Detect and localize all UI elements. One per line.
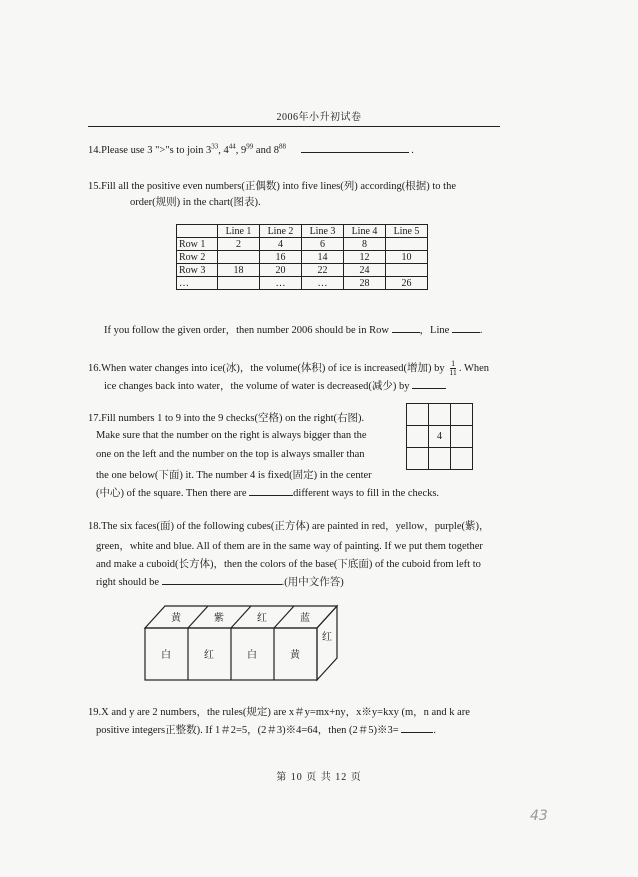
three-by-three-grid <box>406 403 473 470</box>
q16-answer-blank[interactable] <box>412 378 446 389</box>
q15-line-2: order(规则) in the chart(图表). <box>130 197 261 208</box>
q18-line-2: green，white and blue. All of them are in the same way of painting. If we put them together <box>96 541 483 552</box>
chart-cell: Line 3 <box>302 225 344 238</box>
q14-text-3: , 9 <box>235 145 247 156</box>
q16-text-b: . When <box>458 363 490 374</box>
q16-line-1 <box>88 360 489 377</box>
q14-exp-3: 99 <box>246 142 254 151</box>
cube-top-face-label: 红 <box>257 613 267 624</box>
q14-exp-2: 44 <box>228 142 236 151</box>
q18-line-4-tail: .(用中文作答) <box>281 577 344 588</box>
q15-follow-line <box>104 322 483 337</box>
page-number: 第 10 页 共 12 页 <box>276 772 362 783</box>
chart-row <box>177 251 428 264</box>
question-14: 14.Please use 3 ">"s to join $3^{33}$, $4^{44}$, $9^{99}$ and $8^{88}$ . <box>88 142 414 156</box>
chart-cell: … <box>302 277 344 290</box>
q14-exp-4: 88 <box>278 142 286 151</box>
q15-line-1: 15.Fill all the positive even numbers(正偶数) into five lines(列) according(根据) to the <box>88 181 457 192</box>
cube-top-face-label: 紫 <box>214 613 224 624</box>
q16-frac-num: 1 <box>451 359 456 369</box>
q19-period: . <box>433 725 436 736</box>
q19-line-2-text: positive integers正整数). If 1＃2=5，(2＃3)※4=64，then (2＃5)※3= <box>96 725 399 736</box>
q15-period: . <box>479 325 483 336</box>
chart-cell: 12 <box>344 251 386 264</box>
grid-cell[interactable] <box>451 426 473 448</box>
chart-row-label <box>177 225 218 238</box>
q15-row-blank[interactable] <box>392 322 420 333</box>
q18-answer-blank[interactable] <box>162 574 282 585</box>
chart-row <box>177 264 428 277</box>
q16-text-a: 16.When water changes into ice(冰)，the volume(体积) of ice is increased(增加) by <box>88 363 445 374</box>
cube-front-face-label: 白 <box>247 650 257 661</box>
grid-cell[interactable] <box>429 404 451 426</box>
chart-row-label: Row 1 <box>177 238 218 251</box>
chart-cell: 18 <box>218 264 260 277</box>
q15-line-text: ，Line <box>419 325 450 336</box>
cube-front-face-label: 红 <box>204 650 214 661</box>
chart-cell: Line 5 <box>386 225 428 238</box>
chart-cell: 16 <box>260 251 302 264</box>
chart-cell <box>386 238 428 251</box>
header-rule <box>88 126 500 127</box>
chart-header-row <box>177 225 428 238</box>
chart-cell: 28 <box>344 277 386 290</box>
q16-line-2 <box>104 378 446 393</box>
chart-cell: Line 2 <box>260 225 302 238</box>
chart-cell: 24 <box>344 264 386 277</box>
q17-line-2: Make sure that the number on the right is always bigger than the <box>96 430 367 441</box>
chart-cell: 26 <box>386 277 428 290</box>
q14-text: 14.Please use 3 ">"s to join 3 <box>88 145 212 156</box>
cube-top-face-label: 黄 <box>171 613 181 624</box>
q16-fraction <box>449 360 457 377</box>
chart-cell: … <box>260 277 302 290</box>
q16-frac-den: 11 <box>449 368 457 378</box>
grid-cell[interactable] <box>407 448 429 470</box>
chart-cell: Line 4 <box>344 225 386 238</box>
grid-cell[interactable]: 4 <box>429 426 451 448</box>
grid-cell[interactable] <box>451 448 473 470</box>
q15-follow-text: If you follow the given order，then number 2006 should be in Row <box>104 325 389 336</box>
q18-line-3: and make a cuboid(长方体)，then the colors of the base(下底面) of the cuboid from left to <box>96 559 481 570</box>
chart-row <box>177 277 428 290</box>
chart-cell: 6 <box>302 238 344 251</box>
chart-cell: 4 <box>260 238 302 251</box>
q17-line-3: one on the left and the number on the top is always smaller than <box>96 449 365 460</box>
chart-cell: 2 <box>218 238 260 251</box>
grid-cell[interactable] <box>429 448 451 470</box>
q18-line-1: 18.The six faces(面) of the following cubes(正方体) are painted in red，yellow，purple(紫)， <box>88 521 490 532</box>
chart-row-label: Row 3 <box>177 264 218 277</box>
cube-side-face-label: 红 <box>322 632 332 643</box>
cube-front-face-label: 黄 <box>290 650 300 661</box>
chart-cell: 20 <box>260 264 302 277</box>
chart-cell: Line 1 <box>218 225 260 238</box>
q19-answer-blank[interactable] <box>401 722 433 733</box>
grid-cell[interactable] <box>451 404 473 426</box>
chart-cell <box>218 251 260 264</box>
q15-line-blank[interactable] <box>452 322 480 333</box>
cube-front-face-label: 白 <box>161 650 171 661</box>
chart-row-label: Row 2 <box>177 251 218 264</box>
grid-row <box>407 404 473 426</box>
grid-row <box>407 448 473 470</box>
q17-answer-blank[interactable] <box>249 485 293 496</box>
cubes-figure <box>140 604 350 682</box>
cube-top-face-label: 蓝 <box>300 613 310 624</box>
handwritten-page-note: 43 <box>530 808 548 824</box>
chart-cell <box>218 277 260 290</box>
q14-exp-1: 33 <box>211 142 219 151</box>
chart-row-label: … <box>177 277 218 290</box>
q17-line-4: the one below(下面) it. The number 4 is fixed(固定) in the center <box>96 470 372 481</box>
q17-line-5-tail: different ways to fill in the checks. <box>293 488 440 499</box>
chart-cell: 8 <box>344 238 386 251</box>
q17-line-5 <box>96 485 439 500</box>
chart-cell: 10 <box>386 251 428 264</box>
chart-row <box>177 238 428 251</box>
q14-answer-blank[interactable] <box>301 142 409 153</box>
q19-line-1: 19.X and y are 2 numbers，the rules(规定) are x＃y=mx+ny，x※y=kxy (m，n and k are <box>88 707 470 718</box>
chart-cell <box>386 264 428 277</box>
q14-text-4: and 8 <box>253 145 279 156</box>
q14-text-2: , 4 <box>218 145 229 156</box>
even-numbers-chart <box>176 224 428 290</box>
q18-line-4 <box>96 574 344 589</box>
grid-row <box>407 426 473 448</box>
grid-cell[interactable] <box>407 426 429 448</box>
page-header-title: 2006年小升初试卷 <box>276 112 362 123</box>
q17-line-1: 17.Fill numbers 1 to 9 into the 9 checks(空格) on the right(右图). <box>88 413 365 424</box>
q17-line-5-text: (中心) of the square. Then there are <box>96 488 247 499</box>
chart-cell: 22 <box>302 264 344 277</box>
q16-text-2: ice changes back into water，the volume of water is decreased(减少) by <box>104 381 410 392</box>
q19-line-2 <box>96 722 436 737</box>
q18-line-4-text: right should be <box>96 577 159 588</box>
cubes-side-outline <box>317 606 337 680</box>
chart-cell: 14 <box>302 251 344 264</box>
grid-cell[interactable] <box>407 404 429 426</box>
